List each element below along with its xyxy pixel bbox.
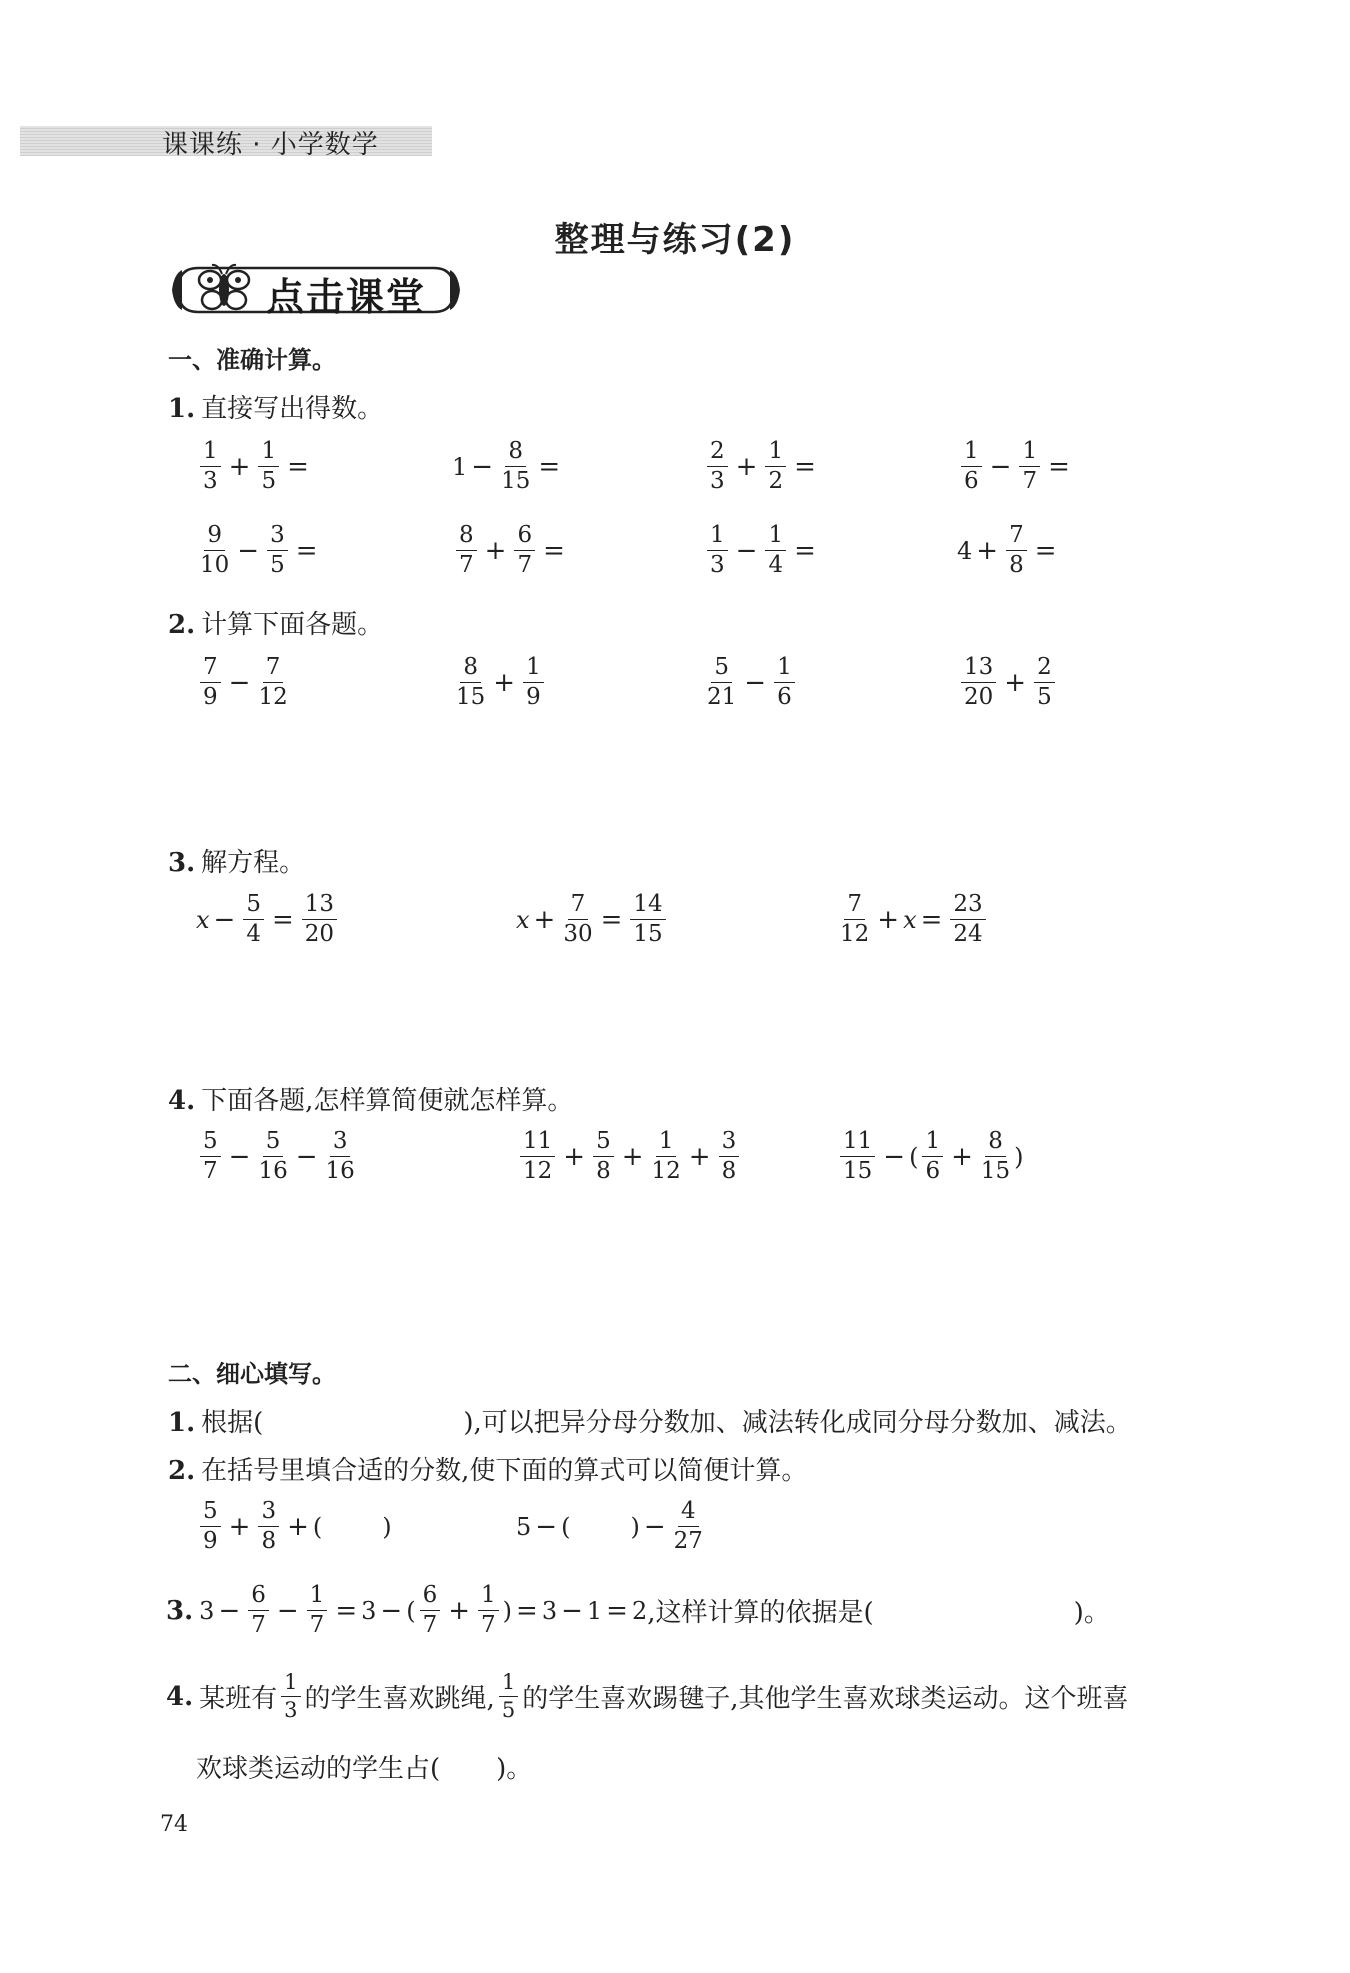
q2-expr-2: $\frac{8}{15}$ + $\frac{1}{9}$ bbox=[452, 656, 548, 709]
q1-expr-3: $\frac{2}{3}$ + $\frac{1}{2}$ = bbox=[703, 440, 820, 493]
question-number: 4. bbox=[166, 1681, 194, 1712]
q1-expr-2: 1 − $\frac{8}{15}$ = bbox=[452, 438, 561, 494]
question-text: 解方程。 bbox=[201, 848, 306, 878]
p2q2-expr-1: $\frac{5}{9}$ + $\frac{3}{8}$ + ( ) bbox=[196, 1500, 392, 1553]
question-number: 3. bbox=[168, 848, 196, 878]
part2-q4: 4. 某班有 $\frac{1}{3}$ 的学生喜欢跳绳, $\frac{1}{5}$ 的学生喜欢踢毽子,其他学生喜欢球类运动。这个班喜 bbox=[166, 1670, 1129, 1722]
question-text-b: 的学生喜欢跳绳, bbox=[304, 1684, 495, 1714]
part1-q4 bbox=[168, 1080, 573, 1117]
part1-heading: 一、准确计算。 bbox=[168, 346, 336, 374]
part2-q4-line2 bbox=[196, 1748, 532, 1785]
question-number: 3. bbox=[166, 1595, 194, 1626]
question-text-end: )。 bbox=[1073, 1598, 1110, 1628]
q3-equation-1: x − $\frac{5}{4}$ = $\frac{13}{20}$ bbox=[196, 893, 341, 946]
page-title: 整理与练习(2) bbox=[554, 220, 796, 260]
part1-q3 bbox=[168, 842, 305, 879]
question-text-b: ),可以把异分母分数加、减法转化成同分母分数加、减法。 bbox=[463, 1408, 1132, 1438]
question-number: 1. bbox=[168, 394, 196, 424]
question-text: 欢球类运动的学生占( bbox=[196, 1754, 441, 1784]
question-text-a: 根据( bbox=[201, 1408, 264, 1438]
question-text-end: )。 bbox=[496, 1754, 533, 1784]
part1-q2 bbox=[168, 604, 383, 641]
q1-expr-4: $\frac{1}{6}$ − $\frac{1}{7}$ = bbox=[957, 440, 1074, 493]
question-text: 下面各题,怎样算简便就怎样算。 bbox=[201, 1086, 574, 1116]
q2-expr-4: $\frac{13}{20}$ + $\frac{2}{5}$ bbox=[957, 656, 1059, 709]
p2q2-expr-2: 5 − ( ) − $\frac{4}{27}$ bbox=[516, 1498, 703, 1554]
part2-heading: 二、细心填写。 bbox=[168, 1360, 336, 1388]
q4-expr-2: $\frac{11}{12}$ + $\frac{5}{8}$ + $\frac{1}{12}$ + $\frac{3}{8}$ bbox=[516, 1130, 743, 1183]
question-number: 1. bbox=[168, 1408, 196, 1438]
question-number: 2. bbox=[168, 1456, 196, 1486]
part2-q3: 3. 3 − $\frac{6}{7}$ − $\frac{1}{7}$ = 3 − ( $\frac{6}{7}$ + $\frac{1}{7}$ ) = 3 − 1 = 2 ,这样计算的依据是( )。 bbox=[166, 1582, 1110, 1638]
q3-equation-3: $\frac{7}{12}$ + x = $\frac{23}{24}$ bbox=[836, 893, 990, 946]
question-number: 2. bbox=[168, 610, 196, 640]
q1-expr-5: $\frac{9}{10}$ − $\frac{3}{5}$ = bbox=[200, 522, 318, 578]
q4-expr-1: $\frac{5}{7}$ − $\frac{5}{16}$ − $\frac{3}{16}$ bbox=[196, 1130, 359, 1183]
q1-expr-7: $\frac{1}{3}$ − $\frac{1}{4}$ = bbox=[703, 524, 820, 577]
q1-expr-8: 4 + $\frac{7}{8}$ = bbox=[957, 522, 1057, 578]
question-text-c: 的学生喜欢踢毽子,其他学生喜欢球类运动。这个班喜 bbox=[522, 1684, 1129, 1714]
question-text-a: 某班有 bbox=[199, 1684, 278, 1714]
section-banner-label: 点击课堂 bbox=[266, 275, 427, 319]
question-text: ,这样计算的依据是( bbox=[647, 1598, 874, 1628]
q3-equation-2: x + $\frac{7}{30}$ = $\frac{14}{15}$ bbox=[516, 893, 670, 946]
q4-expr-3: $\frac{11}{15}$ − ( $\frac{1}{6}$ + $\frac{8}{15}$ ) bbox=[836, 1130, 1024, 1183]
q1-expr-6: $\frac{8}{7}$ + $\frac{6}{7}$ = bbox=[452, 524, 569, 577]
question-text: 直接写出得数。 bbox=[201, 394, 384, 424]
series-title: 课课练 · 小学数学 bbox=[162, 130, 379, 160]
question-text: 计算下面各题。 bbox=[201, 610, 384, 640]
part1-q1 bbox=[168, 388, 383, 425]
page-number: 74 bbox=[160, 1812, 188, 1837]
part2-q1 bbox=[168, 1402, 1132, 1439]
q2-expr-1: $\frac{7}{9}$ − $\frac{7}{12}$ bbox=[196, 656, 292, 709]
q1-expr-1: $\frac{1}{3}$ + $\frac{1}{5}$ = bbox=[196, 440, 313, 493]
q2-expr-3: $\frac{5}{21}$ − $\frac{1}{6}$ bbox=[703, 656, 799, 709]
question-text: 在括号里填合适的分数,使下面的算式可以简便计算。 bbox=[201, 1456, 808, 1486]
question-number: 4. bbox=[168, 1086, 196, 1116]
part2-q2 bbox=[168, 1450, 807, 1487]
